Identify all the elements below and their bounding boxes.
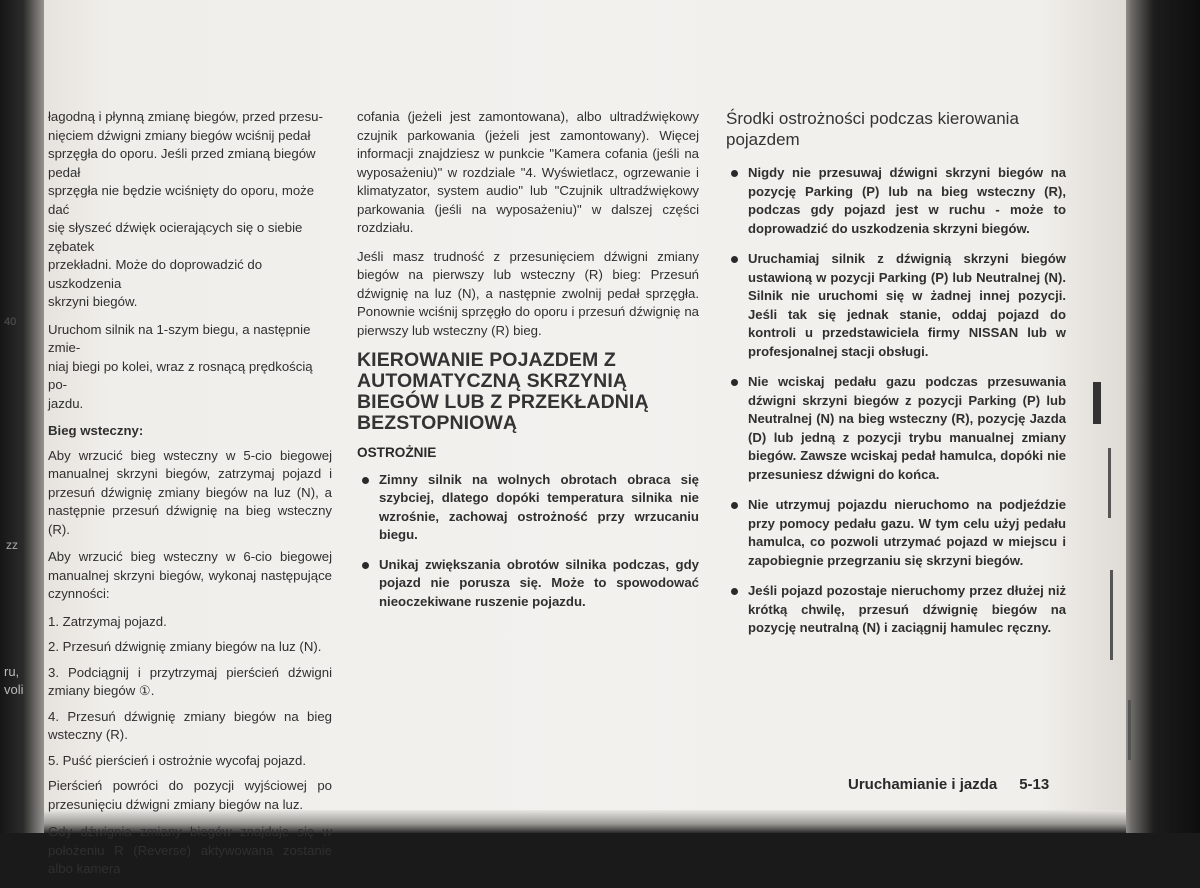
- margin-fragment: ru,: [4, 664, 20, 679]
- precaution-item: [726, 373, 1066, 484]
- step-item: 3. Podciągnij i przytrzymaj pierścień dźwigni zmiany biegów ①.: [48, 664, 332, 698]
- left-column: [48, 108, 332, 888]
- page-footer: [848, 776, 1049, 793]
- paragraph: [48, 108, 332, 312]
- bullet-icon: [731, 170, 738, 177]
- text-line: się słyszeć dźwięk ocierających się o siebie zębatek: [48, 220, 303, 254]
- precaution-item: [726, 250, 1066, 361]
- text-line: jazdu.: [48, 395, 84, 411]
- paragraph: Aby wrzucić bieg wsteczny w 6-cio biegowej manualnej skrzyni biegów, wykonaj następujące czynności:: [48, 549, 332, 601]
- thumb-tab-marker: [1093, 382, 1101, 424]
- bullet-icon: [731, 256, 738, 263]
- margin-fragment: voli: [4, 682, 24, 697]
- paragraph: [48, 321, 332, 414]
- paragraph: Pierścień powróci do pozycji wyjściowej po przesunięciu dźwigni zmiany biegów na luz.: [48, 778, 332, 812]
- text-line: sprzęgła nie będzie wciśnięty do oporu, może dać: [48, 183, 315, 217]
- step-item: 4. Przesuń dźwignię zmiany biegów na bieg wsteczny (R).: [48, 708, 332, 742]
- warning-heading: OSTROŻNIE: [357, 445, 437, 460]
- thumb-tab-marker: [1128, 700, 1131, 760]
- section-title: [726, 108, 1066, 150]
- paragraph: cofania (jeżeli jest zamontowana), albo ultradźwiękowy czujnik parkowania (jeżeli jest zamontowany). Więcej informacji znajdziesz w punkcie "Kamera cofania (jeśli na wyposażeniu)" w rozdziale "4. Wyświetlacz, ogrzewanie i klimatyzator, system audio" lub "Czujnik ultradźwiękowy parkowania (jeśli na wyposażeniu)" w dalszej części rozdziału.: [357, 109, 699, 235]
- warning-text: Unikaj zwiększania obrotów silnika podczas, gdy pojazd nie porusza się. Może to spowodować nieoczekiwane ruszenie pojazdu.: [379, 556, 699, 609]
- footer-section-name: Uruchamianie i jazda: [848, 776, 998, 793]
- right-column: [726, 108, 1066, 650]
- precaution-item: [726, 582, 1066, 638]
- text-line: przekładni. Może do doprowadzić do uszkodzenia: [48, 257, 263, 291]
- paragraph: Aby wrzucić bieg wsteczny w 5-cio biegowej manualnej skrzyni biegów, zatrzymaj pojazd i przesuń dźwignię zmiany biegów na luz (N), a następnie przesuń dźwignię na bieg wsteczny (R).: [48, 447, 332, 537]
- title-line: pojazdem: [726, 130, 800, 149]
- precaution-text: Nie wciskaj pedału gazu podczas przesuwania dźwigni skrzyni biegów z pozycji Parking (P) lub Neutralnej (N) na bieg wsteczny (R), pozycję Jazda (D) lub jedną z pozycji trybu manualnej zmiany biegów. Zawsze wciskaj pedał hamulca, dopóki nie przesuniesz dźwigni do końca.: [748, 374, 1066, 482]
- text-line: skrzyni biegów.: [48, 294, 138, 309]
- paragraph: Jeśli masz trudność z przesunięciem dźwigni zmiany biegów na pierwszy lub wsteczny (R) bieg: Przesuń dźwignię na luz (N), a następnie zwolnij pedał sprzęgła. Ponownie wciśnij sprzęgło do oporu i przesuń dźwignię na pierwszy lub wsteczny (R) bieg.: [357, 248, 699, 338]
- section-title: [357, 350, 699, 434]
- text-line: sprzęgła do oporu. Jeśli przed zmianą biegów pedał: [48, 146, 316, 180]
- margin-fragment: zz: [6, 538, 18, 552]
- bullet-icon: [362, 477, 369, 484]
- text-line: Uruchom silnik na 1-szym biegu, a następnie zmie-: [48, 321, 311, 355]
- precaution-text: Jeśli pojazd pozostaje nieruchomy przez dłużej niż krótką chwilę, przesuń dźwignię biegów na pozycję neutralną (N) i zaciągnij hamulec ręczny.: [748, 583, 1066, 635]
- margin-fragment: 40: [4, 316, 17, 328]
- warning-item: [357, 556, 699, 612]
- text-line: łagodną i płynną zmianę biegów, przed przesu-: [48, 109, 323, 124]
- thumb-tab-marker: [1108, 448, 1111, 518]
- paragraph: Gdy dźwignia zmiany biegów znajduje się w położeniu R (Reverse) aktywowana zostanie albo kamera: [48, 824, 332, 876]
- thumb-tab-marker: [1110, 570, 1113, 660]
- bullet-icon: [731, 502, 738, 509]
- bullet-icon: [731, 588, 738, 595]
- warning-list: [357, 471, 699, 612]
- title-line: KIEROWANIE POJAZDEM Z: [357, 349, 616, 371]
- bullet-icon: [731, 379, 738, 386]
- warning-text: Zimny silnik na wolnych obrotach obraca się szybciej, dlatego dopóki temperatura silnika nie wzrośnie, zachowaj ostrożność przy wrzucaniu biegu.: [379, 471, 699, 542]
- precaution-text: Nie utrzymuj pojazdu nieruchomo na podjeździe przy pomocy pedału gazu. W tym celu użyj pedału hamulca, co pozwoli utrzymać pojazd w miejscu i zapobiegnie przegrzaniu się skrzyni biegów.: [748, 497, 1066, 568]
- page-number: 5-13: [1019, 776, 1050, 793]
- precaution-text: Uruchamiaj silnik z dźwignią skrzyni biegów ustawioną w pozycji Parking (P) lub Neutralnej (N). Silnik nie uruchomi się w żadnej innej pozycji. Jeśli tak się jednak stanie, oddaj pojazd do kontroli u przedstawiciela firmy NISSAN lub w profesjonalnej stacji obsługi.: [748, 251, 1066, 359]
- title-line: BIEGÓW LUB Z PRZEKŁADNIĄ: [357, 391, 649, 413]
- title-line: Środki ostrożności podczas kierowania: [726, 109, 1019, 128]
- text-line: niaj biegi po kolei, wraz z rosnącą prędkością po-: [48, 358, 313, 392]
- warning-item: [357, 471, 699, 545]
- step-item: 2. Przesuń dźwignię zmiany biegów na luz (N).: [48, 639, 322, 654]
- precaution-item: [726, 496, 1066, 570]
- precaution-item: [726, 164, 1066, 238]
- step-item: 5. Puść pierścień i ostrożnie wycofaj pojazd.: [48, 752, 307, 768]
- precaution-text: Nigdy nie przesuwaj dźwigni skrzyni biegów na pozycję Parking (P) lub na bieg wsteczny (R), podczas gdy pojazd jest w ruchu - może to doprowadzić do uszkodzenia skrzyni biegów.: [748, 165, 1066, 236]
- title-line: BEZSTOPNIOWĄ: [357, 412, 518, 434]
- bullet-icon: [362, 562, 369, 569]
- precautions-list: [726, 164, 1066, 638]
- title-line: AUTOMATYCZNĄ SKRZYNIĄ: [357, 370, 628, 392]
- step-item: 1. Zatrzymaj pojazd.: [48, 613, 167, 629]
- middle-column: [357, 108, 699, 622]
- text-line: nięciem dźwigni zmiany biegów wciśnij pedał: [48, 127, 311, 143]
- sub-heading: Bieg wsteczny:: [48, 423, 144, 438]
